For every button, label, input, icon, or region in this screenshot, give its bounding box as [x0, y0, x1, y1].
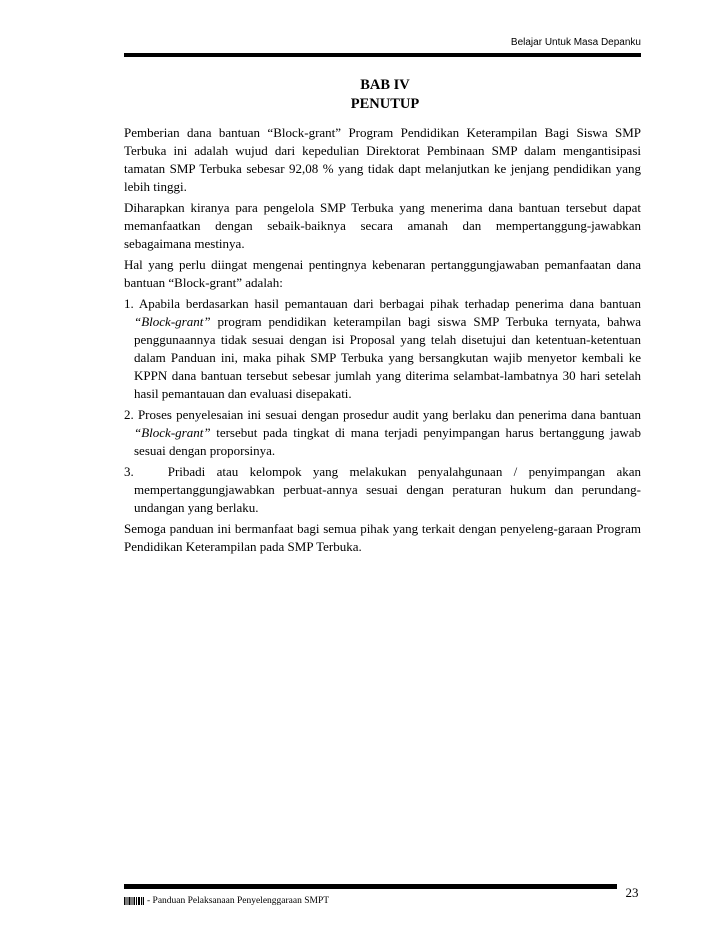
chapter-name: PENUTUP — [350, 96, 420, 112]
list-marker: 1. — [124, 296, 134, 311]
list-item — [124, 295, 641, 403]
list-emphasis: “Block-grant” — [134, 425, 211, 440]
list-item — [124, 463, 641, 517]
running-footer — [124, 896, 329, 906]
body-text — [124, 124, 641, 559]
header-rule — [124, 53, 641, 57]
footer-title: - Panduan Pelaksanaan Penyelenggaraan SMPT — [147, 896, 330, 906]
barcode-icon — [124, 897, 144, 905]
paragraph-reminder: Hal yang perlu diingat mengenai pentingnya kebenaran pertanggungjawaban pemanfaatan dana bantuan “Block-grant” adalah: — [124, 257, 641, 290]
paragraph-intro: Pemberian dana bantuan “Block-grant” Program Pendidikan Keterampilan Bagi Siswa SMP Terbuka ini adalah wujud dari kepedulian Direktorat Pembinaan SMP dalam mengantisipasi tamatan SMP Terbuka sebesar 92,08 % yang tidak dapt melanjutkan ke jenjang pendidikan yang lebih tinggi. — [124, 125, 641, 194]
paragraph-closing: Semoga panduan ini bermanfaat bagi semua pihak yang terkait dengan penyeleng-garaan Program Pendidikan Keterampilan pada SMP Terbuka. — [124, 521, 641, 554]
list-text-continued: tersebut pada tingkat di mana terjadi penyimpangan harus bertanggung jawab sesuai dengan proporsinya. — [134, 425, 642, 458]
list-text: Proses penyelesaian ini sesuai dengan prosedur audit yang berlaku dan penerima dana bantuan — [137, 407, 642, 422]
list-marker: 2. — [124, 407, 134, 422]
chapter-number: BAB IV — [360, 77, 410, 93]
running-header: Belajar Untuk Masa Depanku — [510, 37, 641, 48]
chapter-title — [323, 76, 447, 114]
footer-rule — [124, 884, 617, 889]
list-text: Apabila berdasarkan hasil pemantauan dari berbagai pihak terhadap penerima dana bantuan — [138, 296, 641, 311]
list-text: Pribadi atau kelompok yang melakukan penyalahgunaan / penyimpangan akan mempertanggungjawabkan perbuat-annya sesuai dengan peraturan hukum dan perundang-undangan yang berlaku. — [134, 464, 641, 515]
list-emphasis: “Block-grant” — [134, 314, 211, 329]
paragraph-hope: Diharapkan kiranya para pengelola SMP Terbuka yang menerima dana bantuan tersebut dapat memanfaatkan dengan sebaik-baiknya secara amanah dan mempertanggung-jawabkan sebagaimana mestinya. — [124, 200, 641, 251]
list-item — [124, 406, 641, 460]
list-marker: 3. — [124, 464, 134, 479]
list-text-continued: program pendidikan keterampilan bagi siswa SMP Terbuka ternyata, bahwa penggunaannya tidak sesuai dengan isi Proposal yang telah disetujui dan ketentuan-ketentuan dalam Panduan ini, maka pihak SMP Terbuka yang bersangkutan wajib menyetor kembali ke KPPN dana bantuan tersebut sebesar jumlah yang diterima selambat-lambatnya 30 hari setelah hasil pemantauan dan evaluasi disepakati. — [134, 314, 641, 401]
page-number: 23 — [625, 885, 639, 900]
